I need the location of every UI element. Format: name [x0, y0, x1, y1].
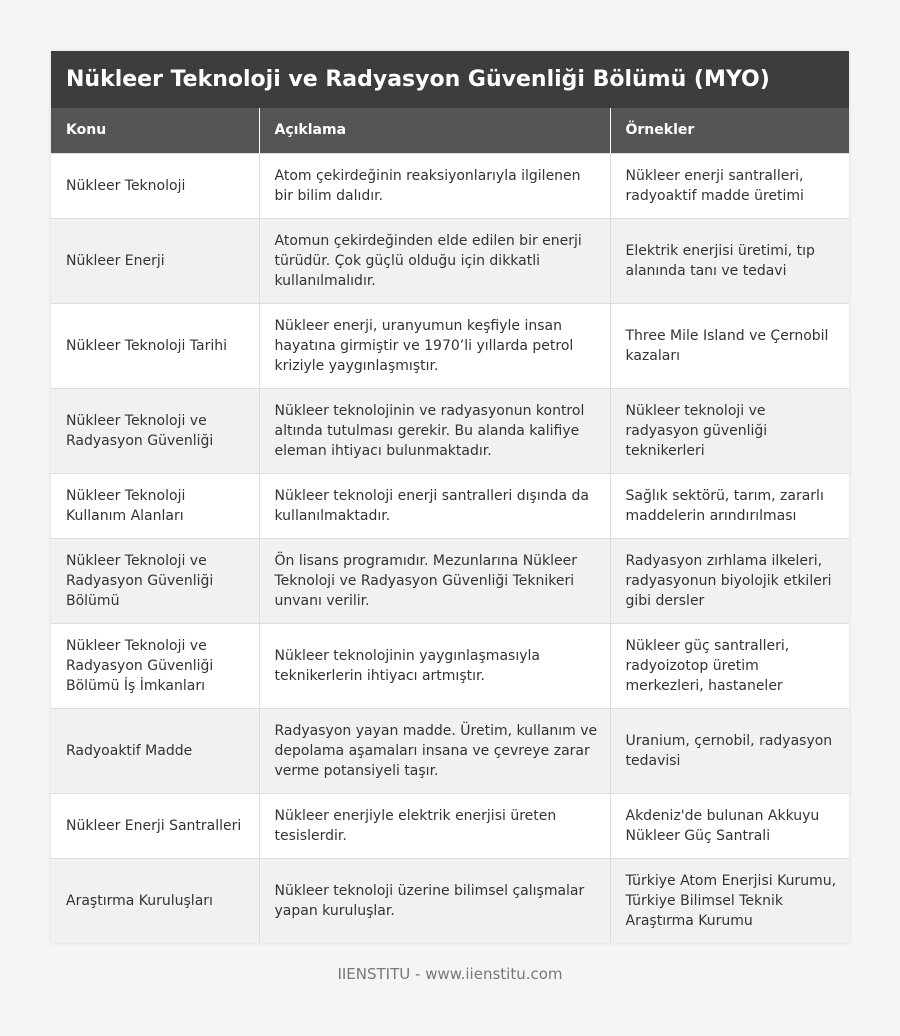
cell-konu: Nükleer Teknoloji ve Radyasyon Güvenliği Bölümü	[51, 538, 259, 623]
cell-aciklama: Nükleer teknolojinin yaygınlaşmasıyla teknikerlerin ihtiyacı artmıştır.	[259, 623, 610, 708]
cell-konu: Radyoaktif Madde	[51, 708, 259, 793]
table-row	[51, 793, 849, 858]
cell-aciklama: Atom çekirdeğinin reaksiyonlarıyla ilgilenen bir bilim dalıdır.	[259, 153, 610, 218]
table-row	[51, 708, 849, 793]
cell-ornekler: Elektrik enerjisi üretimi, tıp alanında tanı ve tedavi	[610, 218, 849, 303]
page-title: Nükleer Teknoloji ve Radyasyon Güvenliği Bölümü (MYO)	[51, 51, 849, 108]
cell-konu: Nükleer Teknoloji Tarihi	[51, 303, 259, 388]
cell-ornekler: Akdeniz'de bulunan Akkuyu Nükleer Güç Santrali	[610, 793, 849, 858]
table-row	[51, 218, 849, 303]
column-header-konu: Konu	[51, 108, 259, 153]
cell-ornekler: Three Mile Island ve Çernobil kazaları	[610, 303, 849, 388]
cell-ornekler: Nükleer güç santralleri, radyoizotop üretim merkezleri, hastaneler	[610, 623, 849, 708]
cell-konu: Nükleer Enerji	[51, 218, 259, 303]
cell-ornekler: Nükleer teknoloji ve radyasyon güvenliği teknikerleri	[610, 388, 849, 473]
table-row	[51, 538, 849, 623]
cell-aciklama: Nükleer teknolojinin ve radyasyonun kontrol altında tutulması gerekir. Bu alanda kalifiye eleman ihtiyacı bulunmaktadır.	[259, 388, 610, 473]
cell-aciklama: Ön lisans programıdır. Mezunlarına Nükleer Teknoloji ve Radyasyon Güvenliği Teknikeri unvanı verilir.	[259, 538, 610, 623]
table-row	[51, 388, 849, 473]
footer-text: IIENSTITU - www.iienstitu.com	[337, 965, 563, 983]
cell-ornekler: Sağlık sektörü, tarım, zararlı maddelerin arındırılması	[610, 473, 849, 538]
cell-konu: Nükleer Enerji Santralleri	[51, 793, 259, 858]
cell-aciklama: Nükleer enerji, uranyumun keşfiyle insan hayatına girmiştir ve 1970’li yıllarda petrol kriziyle yaygınlaşmıştır.	[259, 303, 610, 388]
cell-ornekler: Türkiye Atom Enerjisi Kurumu, Türkiye Bilimsel Teknik Araştırma Kurumu	[610, 858, 849, 943]
table-row	[51, 623, 849, 708]
cell-ornekler: Radyasyon zırhlama ilkeleri, radyasyonun biyolojik etkileri gibi dersler	[610, 538, 849, 623]
cell-ornekler: Nükleer enerji santralleri, radyoaktif madde üretimi	[610, 153, 849, 218]
column-header-aciklama: Açıklama	[259, 108, 610, 153]
cell-aciklama: Nükleer enerjiyle elektrik enerjisi üreten tesislerdir.	[259, 793, 610, 858]
cell-konu: Nükleer Teknoloji Kullanım Alanları	[51, 473, 259, 538]
table-row	[51, 473, 849, 538]
table-card	[51, 51, 849, 943]
table-row	[51, 303, 849, 388]
cell-konu: Nükleer Teknoloji ve Radyasyon Güvenliği	[51, 388, 259, 473]
data-table	[51, 108, 849, 943]
cell-aciklama: Nükleer teknoloji enerji santralleri dışında da kullanılmaktadır.	[259, 473, 610, 538]
table-row	[51, 858, 849, 943]
cell-konu: Araştırma Kuruluşları	[51, 858, 259, 943]
cell-aciklama: Nükleer teknoloji üzerine bilimsel çalışmalar yapan kuruluşlar.	[259, 858, 610, 943]
cell-aciklama: Atomun çekirdeğinden elde edilen bir enerji türüdür. Çok güçlü olduğu için dikkatli kullanılmalıdır.	[259, 218, 610, 303]
cell-aciklama: Radyasyon yayan madde. Üretim, kullanım ve depolama aşamaları insana ve çevreye zarar verme potansiyeli taşır.	[259, 708, 610, 793]
cell-konu: Nükleer Teknoloji	[51, 153, 259, 218]
cell-konu: Nükleer Teknoloji ve Radyasyon Güvenliği Bölümü İş İmkanları	[51, 623, 259, 708]
column-header-ornekler: Örnekler	[610, 108, 849, 153]
cell-ornekler: Uranium, çernobil, radyasyon tedavisi	[610, 708, 849, 793]
table-row	[51, 153, 849, 218]
header-row	[51, 108, 849, 153]
